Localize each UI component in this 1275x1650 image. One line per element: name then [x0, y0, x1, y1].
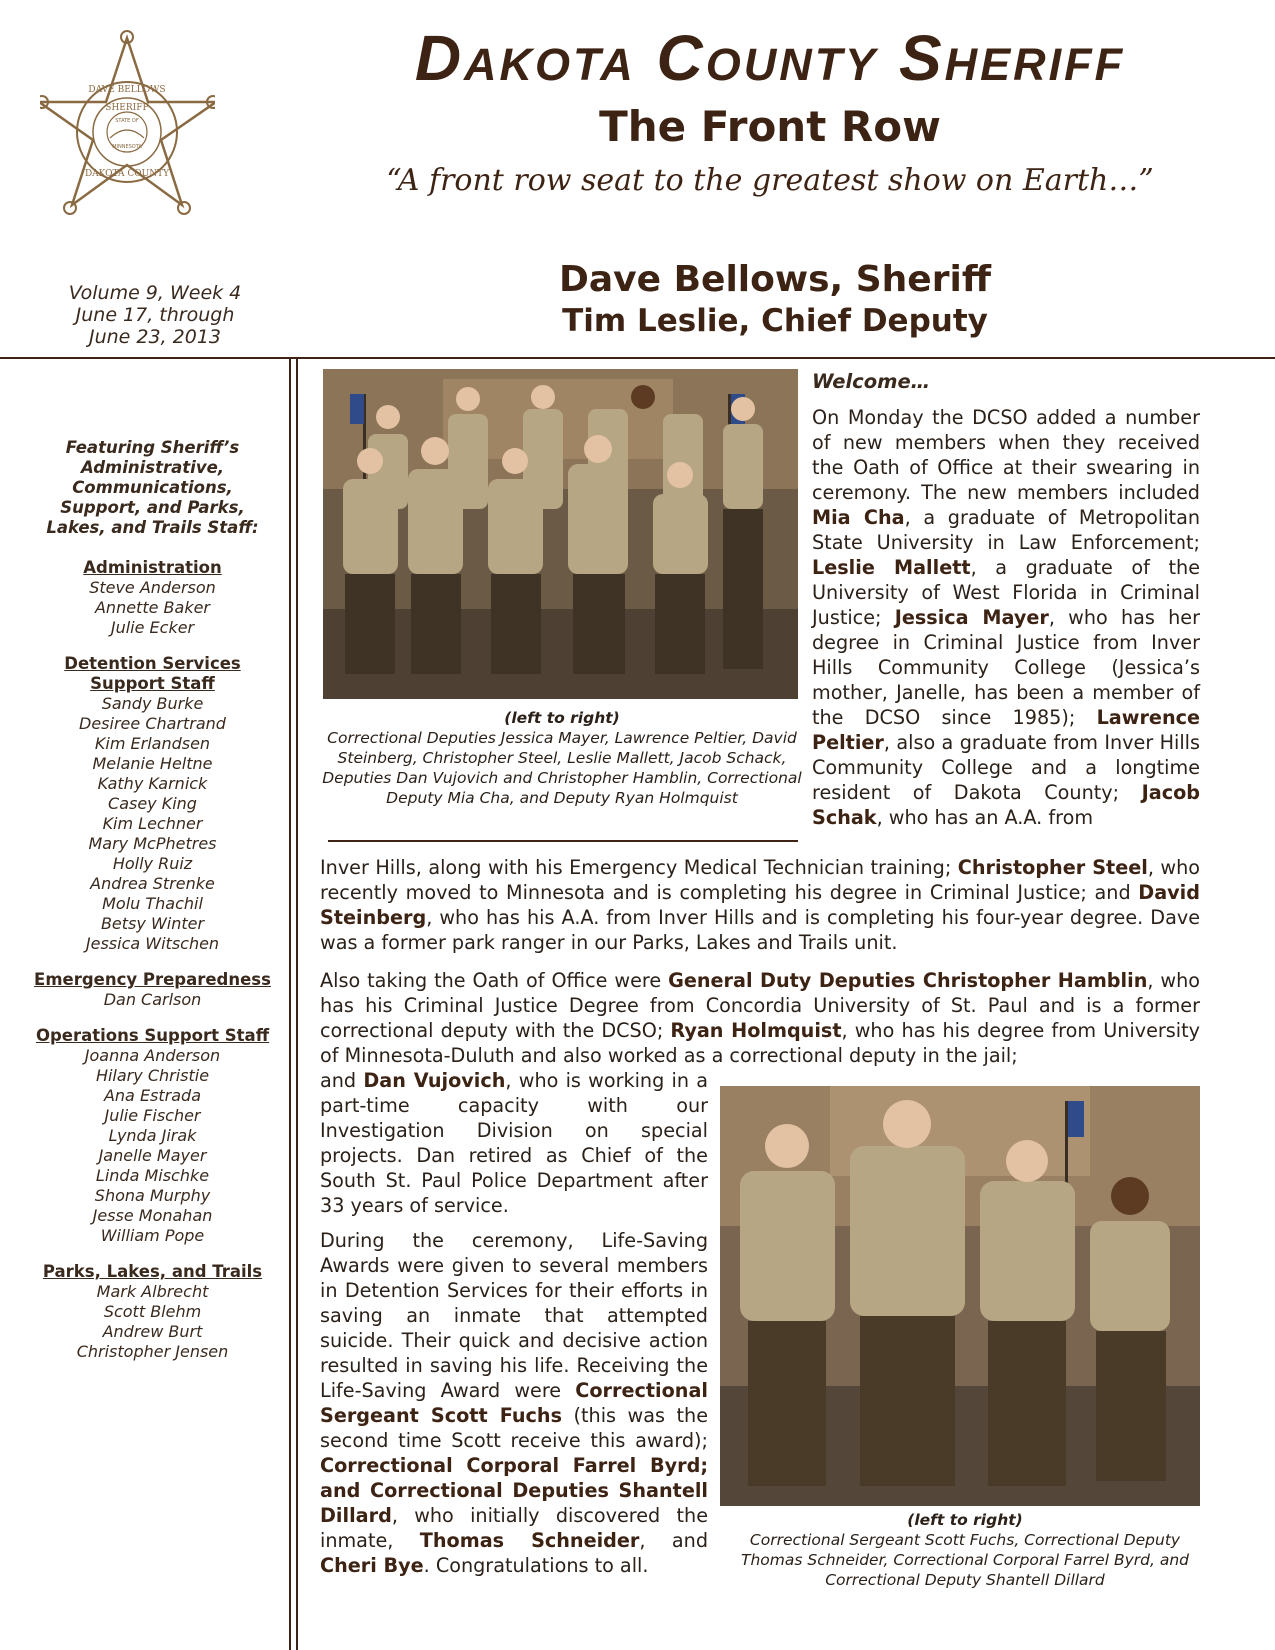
staff-name: Andrew Burt [102, 1322, 203, 1341]
staff-name: Lynda Jirak [108, 1126, 197, 1145]
badge-center-mid: STATE OF [115, 118, 139, 124]
photo1-caption-heading: (left to right) [504, 709, 620, 727]
bold-name: Dan Vujovich [363, 1069, 506, 1092]
bold-name: General Duty Deputies Christopher Hamblin [668, 969, 1148, 992]
sheriff-name: Dave Bellows, Sheriff [559, 259, 991, 300]
chief-deputy-name: Tim Leslie, Chief Deputy [562, 303, 988, 339]
bold-name: Correctional Sergeant Scott Fuchs [320, 1379, 708, 1427]
staff-section-heading: Parks, Lakes, and Trails [42, 1262, 263, 1281]
staff-name: Linda Mischke [95, 1166, 210, 1185]
staff-name: Julie Fischer [104, 1106, 201, 1125]
staff-name: Jesse Monahan [92, 1206, 213, 1225]
photo2-caption-heading: (left to right) [907, 1511, 1023, 1529]
staff-name: Christopher Jensen [76, 1342, 229, 1361]
staff-name: Shona Murphy [94, 1186, 211, 1205]
article-heading: Welcome… [812, 370, 931, 393]
text-run: , who is working in a part-time capacity with our Investigation Division on special projects. Dan retired as Chief of the South St. Paul Police Department after 33 years of service. [320, 1069, 708, 1217]
staff-section-heading: Operations Support Staff [35, 1026, 270, 1045]
staff-name: Hilary Christie [95, 1066, 210, 1085]
text-run: Inver Hills, along with his Emergency Medical Technician training; [320, 856, 958, 879]
staff-section-heading: Administration [83, 558, 222, 577]
staff-name: Dan Carlson [103, 990, 202, 1009]
newsletter-subtitle: The Front Row [599, 102, 941, 151]
bold-name: Mia Cha [812, 506, 905, 529]
text-run: , who recently moved to Minnesota and is completing his degree in Criminal Justice; and [320, 856, 1201, 904]
staff-name: Melanie Heltne [92, 754, 213, 773]
staff-name: Julie Ecker [110, 618, 195, 637]
caption-divider [328, 840, 798, 842]
text-run: , also a graduate from Inver Hills Community College and a longtime resident of Dakota County; [812, 731, 1200, 804]
newsletter-tagline: “A front row seat to the greatest show on Earth…” [386, 163, 1154, 198]
staff-section [30, 970, 275, 1010]
photo2-caption [725, 1510, 1205, 1590]
staff-section [30, 1262, 275, 1362]
article-paragraph-2 [320, 968, 1200, 1068]
bold-name: Jessica Mayer [894, 606, 1049, 629]
staff-name: Scott Blehm [103, 1302, 202, 1321]
staff-name: Mark Albrecht [96, 1282, 209, 1301]
photo1-caption-text: Correctional Deputies Jessica Mayer, Lawrence Peltier, David Steinberg, Christopher Steel, Leslie Mallett, Jacob Schack, Deputies Dan Vujovich and Christopher Hamblin, Correctional Deputy Mia Cha, and Deputy Ryan Holmquist [322, 729, 802, 807]
article-paragraph-1-continued [320, 855, 1200, 955]
staff-name: Casey King [108, 794, 197, 813]
text-run: , a graduate of Metropolitan State University in Law Enforcement; [812, 506, 1200, 554]
article-paragraph-1 [812, 405, 1200, 830]
staff-name: Andrea Strenke [90, 874, 215, 893]
sheriff-badge-logo [40, 30, 215, 255]
staff-name: Ana Estrada [103, 1086, 202, 1105]
text-run: , who has his Criminal Justice Degree from Concordia University of St. Paul and is a former correctional deputy with the DCSO; [320, 969, 1200, 1042]
text-run: , who has her degree in Criminal Justice from Inver Hills Community College (Jessica’s mother, Janelle, has been a member of the DCSO since 1985); [812, 606, 1200, 729]
staff-name: Desiree Chartrand [79, 714, 226, 733]
staff-name: Janelle Mayer [98, 1146, 207, 1165]
staff-name: Annette Baker [94, 598, 210, 617]
bold-name: Lawrence Peltier [812, 706, 1200, 754]
staff-name: Kathy Karnick [97, 774, 208, 793]
photo1-caption [318, 708, 806, 808]
bold-name: Thomas Schneider [419, 1529, 640, 1552]
bold-name: Cheri Bye [320, 1554, 424, 1577]
issue-dates-line2: June 23, 2013 [88, 326, 222, 348]
sidebar-featuring: Featuring Sheriff’s Administrative, Communications, Support, and Parks, Lakes, and Trails Staff: [46, 438, 259, 537]
text-run: , who has his degree from University of Minnesota-Duluth and also worked as a correctional deputy in the jail; [320, 1019, 1200, 1067]
staff-name: Kim Lechner [102, 814, 203, 833]
badge-ring-bottom: DAKOTA COUNTY [84, 169, 170, 179]
staff-name: Sandy Burke [101, 694, 204, 713]
article-paragraph-3 [320, 1228, 708, 1578]
text-run: , who initially discovered the inmate, [320, 1504, 708, 1552]
staff-section [30, 654, 275, 954]
bold-name: Correctional Corporal Farrel Byrd; and Correctional Deputies Shantell Dillard [320, 1454, 708, 1527]
masthead [300, 20, 1240, 200]
staff-name: Kim Erlandsen [94, 734, 211, 753]
staff-name: Mary McPhetres [88, 834, 217, 853]
photo-award-recipients [720, 1086, 1200, 1506]
staff-section [30, 558, 275, 638]
issue-dates-line1: June 17, through [75, 304, 235, 326]
staff-name: William Pope [100, 1226, 205, 1245]
bold-name: Leslie Mallett [812, 556, 971, 579]
issue-info [40, 282, 270, 348]
star-badge-icon [40, 30, 215, 255]
bold-name: David Steinberg [320, 881, 1200, 929]
text-run: Also taking the Oath of Office were [320, 969, 669, 992]
bold-name: Jacob Schak [812, 781, 1200, 829]
text-run: , a graduate of the University of West Florida in Criminal Justice; [812, 556, 1201, 629]
staff-name: Betsy Winter [100, 914, 205, 933]
bold-name: Christopher Steel [957, 856, 1148, 879]
bold-name: Ryan Holmquist [670, 1019, 842, 1042]
staff-name: Jessica Witschen [85, 934, 220, 953]
staff-section-heading: Emergency Preparedness [34, 970, 271, 989]
photo-new-members [323, 369, 798, 699]
leadership-block [480, 258, 1070, 340]
badge-center-top: SHERIFF [105, 103, 149, 113]
staff-sidebar [30, 438, 275, 1378]
photo2-caption-text: Correctional Sergeant Scott Fuchs, Correctional Deputy Thomas Schneider, Correctional Corporal Farrel Byrd, and Correctional Deputy Shantell Dillard [740, 1531, 1189, 1589]
article-paragraph-2-continued [320, 1068, 708, 1218]
header-divider [0, 357, 1275, 359]
text-run: , who has his A.A. from Inver Hills and is completing his four-year degree. Dave was a former park ranger in our Parks, Lakes and Trails unit. [320, 906, 1200, 954]
text-run: (this was the second time Scott receive this award); [320, 1404, 709, 1452]
column-divider-left [289, 358, 291, 1650]
newsletter-title: Dakota County Sheriff [414, 22, 1126, 94]
staff-name: Molu Thachil [102, 894, 203, 913]
issue-volume: Volume 9, Week 4 [68, 282, 242, 304]
text-run: On Monday the DCSO added a number of new members when they received the Oath of Office at their swearing in ceremony. The new members included [812, 406, 1200, 504]
staff-section-heading: Detention Services Support Staff [64, 654, 241, 693]
staff-name: Steve Anderson [89, 578, 216, 597]
column-divider-right [296, 358, 298, 1650]
text-run: , and [639, 1529, 708, 1552]
staff-name: Joanna Anderson [84, 1046, 221, 1065]
text-run: During the ceremony, Life-Saving Awards were given to several members in Detention Services for their efforts in saving an inmate that attempted suicide. Their quick and decisive action resulted in saving his life. Receiving the Life-Saving Award were [320, 1229, 708, 1402]
staff-name: Holly Ruiz [112, 854, 193, 873]
text-run: and [320, 1069, 364, 1092]
text-run: , who has an A.A. from [876, 806, 1094, 829]
text-run: . Congratulations to all. [423, 1554, 649, 1577]
badge-center-low: MINNESOTA [112, 144, 142, 150]
staff-section [30, 1026, 275, 1246]
badge-ring-top: DAVE BELLOWS [88, 85, 166, 95]
